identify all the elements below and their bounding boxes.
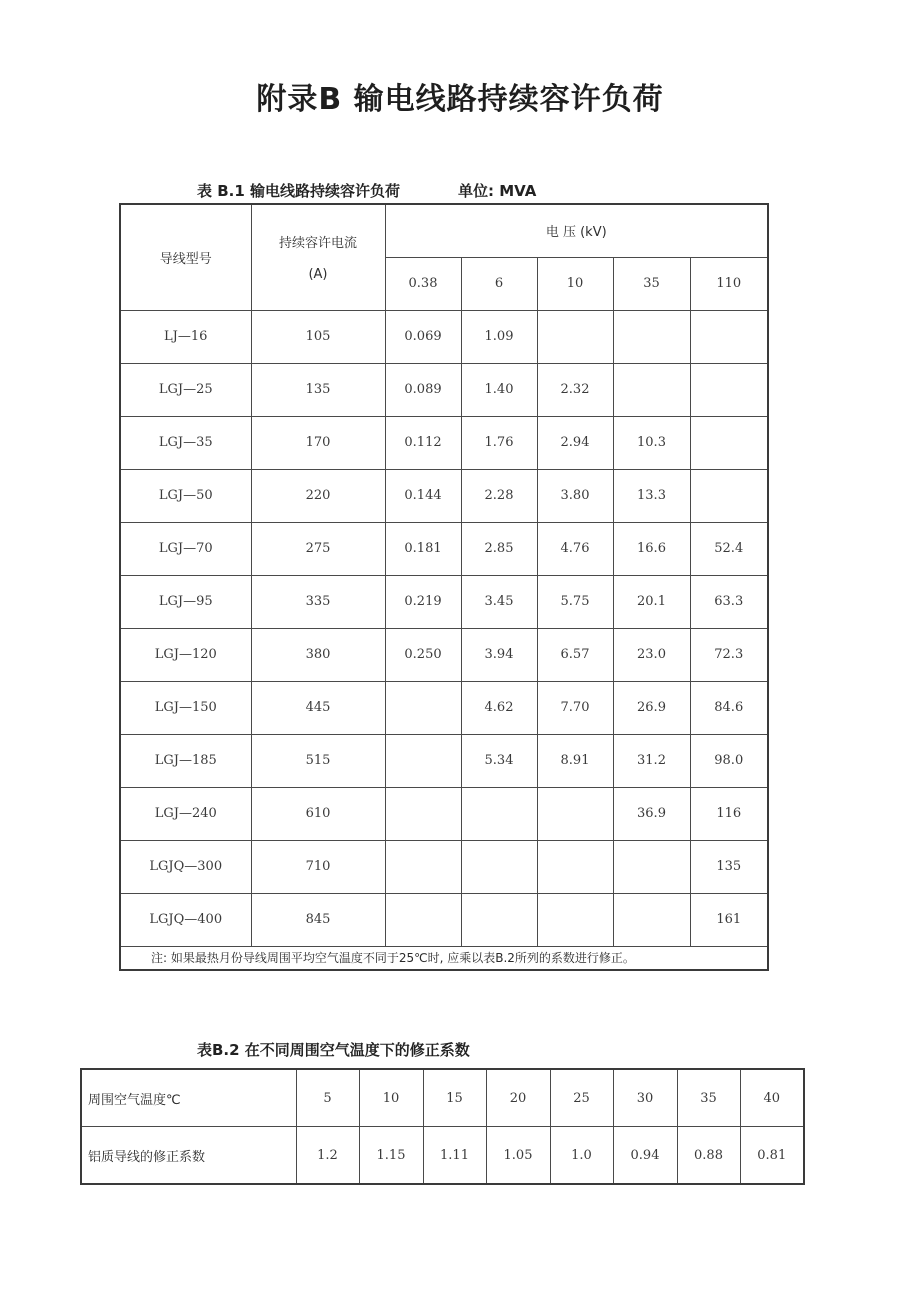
coefficient-cell: 1.2 (296, 1127, 359, 1185)
table-b1-title: 表 B.1 输电线路持续容许负荷 (197, 182, 401, 200)
cell-v110 (690, 416, 768, 469)
header-current-label: 持续容许电流 (278, 236, 357, 252)
cell-v110: 161 (690, 893, 768, 946)
coefficient-cell: 1.05 (486, 1127, 550, 1185)
cell-v038 (385, 893, 461, 946)
cell-model: LGJQ—400 (120, 893, 251, 946)
table-b1-note-row (120, 946, 768, 970)
cell-v110: 52.4 (690, 522, 768, 575)
table-b1-note: 注: 如果最热月份导线周围平均空气温度不同于25℃时, 应乘以表B.2所列的系数进行修正。 (120, 946, 768, 970)
cell-v6: 2.85 (461, 522, 537, 575)
cell-v6: 5.34 (461, 734, 537, 787)
header-current (251, 204, 385, 310)
cell-v35: 20.1 (613, 575, 690, 628)
voltage-35: 35 (613, 257, 690, 310)
cell-v35: 23.0 (613, 628, 690, 681)
cell-current: 710 (251, 840, 385, 893)
cell-v10 (537, 893, 613, 946)
table-b1-unit: 单位: MVA (458, 182, 537, 200)
table-row (120, 840, 768, 893)
cell-current: 275 (251, 522, 385, 575)
cell-v110: 63.3 (690, 575, 768, 628)
table-b2-caption: 表B.2 在不同周围空气温度下的修正系数 (197, 1041, 470, 1059)
cell-v038 (385, 681, 461, 734)
temperature-cell: 25 (550, 1069, 613, 1127)
header-conductor: 导线型号 (120, 204, 251, 310)
cell-v110: 116 (690, 787, 768, 840)
table-row (120, 575, 768, 628)
cell-v10: 6.57 (537, 628, 613, 681)
cell-v6: 4.62 (461, 681, 537, 734)
coefficient-cell: 1.11 (423, 1127, 486, 1185)
cell-v110 (690, 310, 768, 363)
table-b2 (80, 1068, 805, 1185)
cell-model: LGJ—25 (120, 363, 251, 416)
cell-v110 (690, 363, 768, 416)
voltage-6: 6 (461, 257, 537, 310)
cell-v038 (385, 787, 461, 840)
table-b1 (119, 203, 769, 971)
cell-v35 (613, 893, 690, 946)
cell-v038: 0.219 (385, 575, 461, 628)
cell-v038 (385, 734, 461, 787)
cell-v35: 13.3 (613, 469, 690, 522)
cell-v10 (537, 787, 613, 840)
cell-v110: 84.6 (690, 681, 768, 734)
table-b2-temperature-row (81, 1069, 804, 1127)
table-b1-header-row (120, 204, 768, 257)
cell-v10: 3.80 (537, 469, 613, 522)
cell-current: 445 (251, 681, 385, 734)
table-row (120, 363, 768, 416)
cell-v10: 7.70 (537, 681, 613, 734)
cell-v10: 2.32 (537, 363, 613, 416)
temperature-cell: 5 (296, 1069, 359, 1127)
cell-model: LGJ—120 (120, 628, 251, 681)
table-row (120, 628, 768, 681)
cell-current: 220 (251, 469, 385, 522)
voltage-110: 110 (690, 257, 768, 310)
cell-v038: 0.089 (385, 363, 461, 416)
temperature-cell: 10 (359, 1069, 423, 1127)
header-current-unit: (A) (308, 267, 328, 283)
table-row (120, 469, 768, 522)
cell-v6: 1.76 (461, 416, 537, 469)
cell-model: LGJ—95 (120, 575, 251, 628)
cell-v6: 3.94 (461, 628, 537, 681)
cell-current: 170 (251, 416, 385, 469)
cell-v10: 8.91 (537, 734, 613, 787)
cell-v6: 1.09 (461, 310, 537, 363)
coefficient-cell: 0.88 (677, 1127, 740, 1185)
coefficient-label: 铝质导线的修正系数 (81, 1127, 296, 1185)
coefficient-cell: 1.0 (550, 1127, 613, 1185)
cell-v10 (537, 840, 613, 893)
table-row (120, 787, 768, 840)
temperature-cell: 35 (677, 1069, 740, 1127)
cell-v6 (461, 840, 537, 893)
table-row (120, 681, 768, 734)
coefficient-cell: 0.81 (740, 1127, 804, 1185)
cell-v110: 72.3 (690, 628, 768, 681)
cell-v6: 1.40 (461, 363, 537, 416)
cell-model: LGJQ—300 (120, 840, 251, 893)
cell-v110 (690, 469, 768, 522)
temperature-cell: 40 (740, 1069, 804, 1127)
cell-model: LGJ—50 (120, 469, 251, 522)
table-b2-coefficient-row (81, 1127, 804, 1185)
temperature-cell: 20 (486, 1069, 550, 1127)
cell-v35: 16.6 (613, 522, 690, 575)
voltage-10: 10 (537, 257, 613, 310)
cell-current: 515 (251, 734, 385, 787)
cell-v6 (461, 893, 537, 946)
table-row (120, 310, 768, 363)
cell-current: 105 (251, 310, 385, 363)
cell-v6: 3.45 (461, 575, 537, 628)
cell-model: LGJ—240 (120, 787, 251, 840)
cell-v10 (537, 310, 613, 363)
cell-model: LGJ—70 (120, 522, 251, 575)
temperature-label: 周围空气温度℃ (81, 1069, 296, 1127)
cell-v35 (613, 840, 690, 893)
cell-v10: 5.75 (537, 575, 613, 628)
cell-v038: 0.181 (385, 522, 461, 575)
coefficient-cell: 0.94 (613, 1127, 677, 1185)
cell-model: LJ—16 (120, 310, 251, 363)
cell-current: 845 (251, 893, 385, 946)
table-b1-body (120, 310, 768, 946)
cell-v35 (613, 310, 690, 363)
cell-model: LGJ—185 (120, 734, 251, 787)
cell-current: 135 (251, 363, 385, 416)
cell-model: LGJ—150 (120, 681, 251, 734)
voltage-0.38: 0.38 (385, 257, 461, 310)
temperature-cell: 15 (423, 1069, 486, 1127)
cell-v6 (461, 787, 537, 840)
table-row (120, 893, 768, 946)
cell-v35: 10.3 (613, 416, 690, 469)
cell-v110: 98.0 (690, 734, 768, 787)
cell-current: 335 (251, 575, 385, 628)
cell-v6: 2.28 (461, 469, 537, 522)
cell-v038: 0.144 (385, 469, 461, 522)
table-b1-caption (197, 180, 536, 201)
header-voltage: 电 压 (kV) (385, 204, 768, 257)
coefficient-cell: 1.15 (359, 1127, 423, 1185)
cell-v10: 4.76 (537, 522, 613, 575)
cell-v35 (613, 363, 690, 416)
cell-v35: 36.9 (613, 787, 690, 840)
cell-v038 (385, 840, 461, 893)
cell-v038: 0.250 (385, 628, 461, 681)
cell-current: 610 (251, 787, 385, 840)
page-title: 附录B 输电线路持续容许负荷 (256, 82, 664, 117)
cell-v10: 2.94 (537, 416, 613, 469)
cell-current: 380 (251, 628, 385, 681)
cell-v110: 135 (690, 840, 768, 893)
table-row (120, 522, 768, 575)
cell-v35: 31.2 (613, 734, 690, 787)
cell-v038: 0.069 (385, 310, 461, 363)
cell-v35: 26.9 (613, 681, 690, 734)
table-row (120, 734, 768, 787)
table-row (120, 416, 768, 469)
cell-model: LGJ—35 (120, 416, 251, 469)
temperature-cell: 30 (613, 1069, 677, 1127)
cell-v038: 0.112 (385, 416, 461, 469)
